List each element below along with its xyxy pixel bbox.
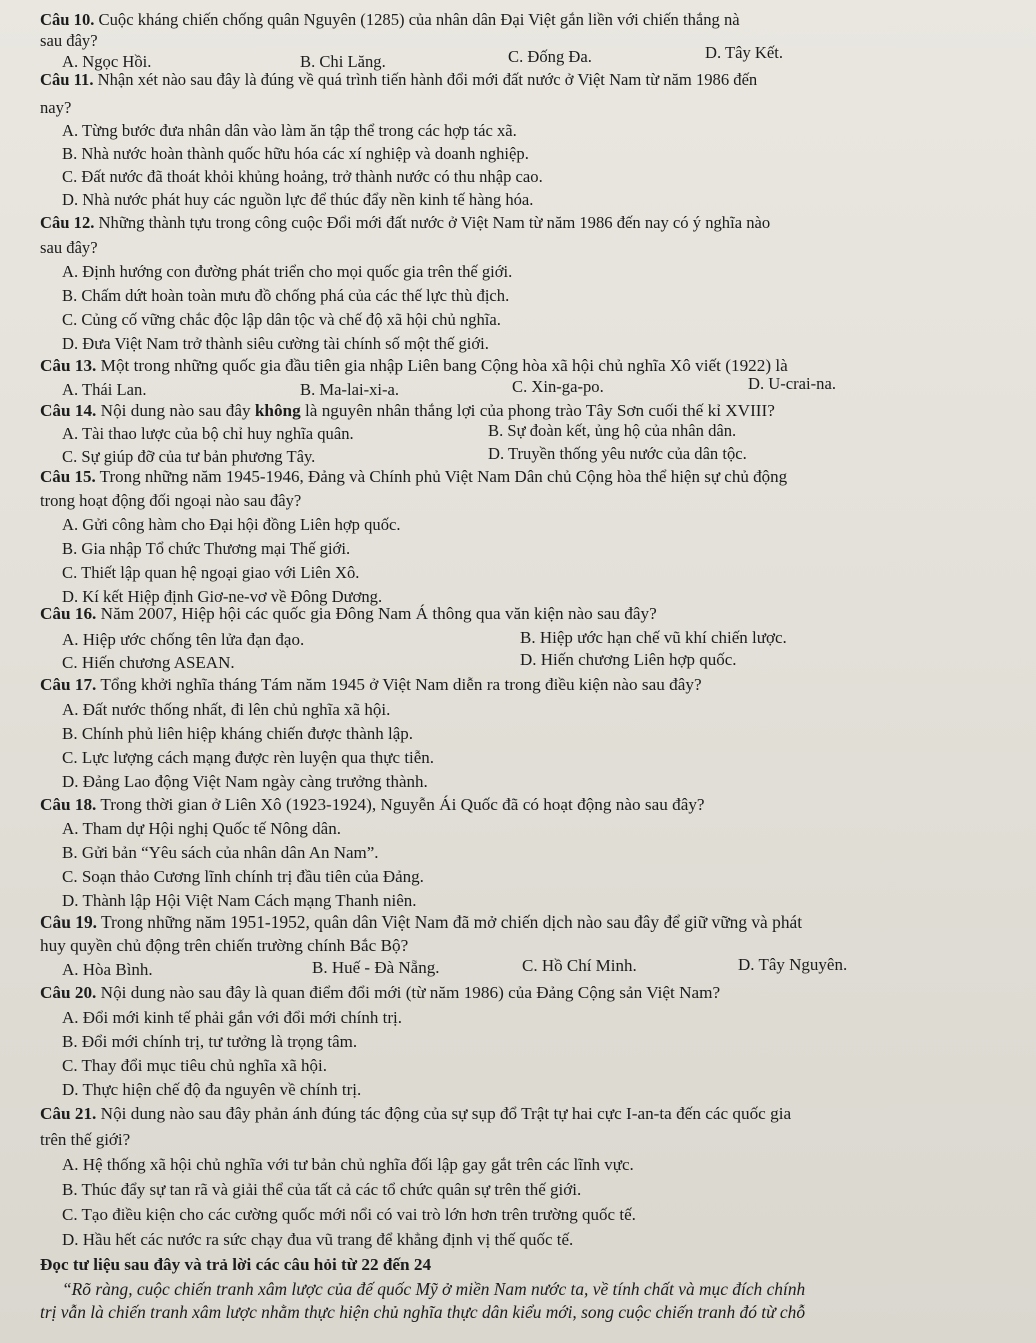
question-continuation: huy quyền chủ động trên chiến trường chính Bắc Bộ? bbox=[40, 936, 409, 955]
question-number: Câu 13. bbox=[40, 356, 97, 375]
option-a: A. Ngọc Hồi. bbox=[62, 52, 152, 71]
option-c: C. Soạn thảo Cương lĩnh chính trị đầu tiên của Đảng. bbox=[62, 867, 424, 886]
question-text: Cuộc kháng chiến chống quân Nguyên (1285) của nhân dân Đại Việt gắn liền với chiến thắng nà bbox=[94, 10, 740, 29]
question-text: Trong những năm 1945-1946, Đảng và Chính phủ Việt Nam Dân chủ Cộng hòa thể hiện sự chủ động bbox=[95, 467, 788, 486]
question-number: Câu 18. bbox=[40, 795, 97, 814]
option-c: C. Hồ Chí Minh. bbox=[522, 956, 637, 975]
question-text-emphasis: không bbox=[254, 401, 301, 420]
question-18 bbox=[40, 795, 705, 815]
option-b: B. Thúc đẩy sự tan rã và giải thể của tất cả các tổ chức quân sự trên thế giới. bbox=[62, 1180, 582, 1199]
option-a: A. Đổi mới kinh tế phải gắn với đổi mới chính trị. bbox=[62, 1008, 403, 1027]
option-b: B. Chi Lăng. bbox=[300, 52, 386, 71]
option-d: D. Hiến chương Liên hợp quốc. bbox=[520, 650, 737, 669]
reading-heading: Đọc tư liệu sau đây và trả lời các câu hỏi từ 22 đến 24 bbox=[40, 1255, 432, 1274]
question-number: Câu 12. bbox=[40, 213, 95, 232]
question-text-post: là nguyên nhân thắng lợi của phong trào Tây Sơn cuối thế kỉ XVIII? bbox=[300, 401, 775, 420]
question-number: Câu 10. bbox=[40, 10, 95, 29]
option-a: A. Hòa Bình. bbox=[62, 960, 153, 979]
question-17 bbox=[40, 675, 702, 695]
question-number: Câu 16. bbox=[40, 604, 97, 623]
question-10 bbox=[40, 10, 740, 30]
option-d: D. Kí kết Hiệp định Giơ-ne-vơ về Đông Dương. bbox=[62, 587, 383, 606]
option-a: A. Hệ thống xã hội chủ nghĩa với tư bản chủ nghĩa đối lập gay gắt trên các lĩnh vực. bbox=[62, 1155, 634, 1174]
question-text: Một trong những quốc gia đầu tiên gia nhập Liên bang Cộng hòa xã hội chủ nghĩa Xô viết (1922) là bbox=[96, 356, 788, 375]
question-continuation: trong hoạt động đối ngoại nào sau đây? bbox=[40, 491, 302, 510]
option-b: B. Chấm dứt hoàn toàn mưu đồ chống phá của các thế lực thù địch. bbox=[62, 286, 510, 305]
option-d: D. Nhà nước phát huy các nguồn lực để thúc đẩy nền kinh tế hàng hóa. bbox=[62, 190, 534, 209]
option-b: B. Nhà nước hoàn thành quốc hữu hóa các xí nghiệp và doanh nghiệp. bbox=[62, 144, 529, 163]
option-d: D. Đưa Việt Nam trở thành siêu cường tài chính số một thế giới. bbox=[62, 334, 489, 353]
question-number: Câu 14. bbox=[40, 401, 97, 420]
question-text: Tổng khởi nghĩa tháng Tám năm 1945 ở Việt Nam diễn ra trong điều kiện nào sau đây? bbox=[96, 675, 702, 694]
question-continuation: nay? bbox=[40, 98, 72, 117]
question-number: Câu 21. bbox=[40, 1104, 97, 1123]
question-text: Năm 2007, Hiệp hội các quốc gia Đông Nam Á thông qua văn kiện nào sau đây? bbox=[96, 604, 657, 623]
option-c: C. Củng cố vững chắc độc lập dân tộc và chế độ xã hội chủ nghĩa. bbox=[62, 310, 501, 329]
option-d: D. U-crai-na. bbox=[748, 374, 836, 393]
option-c: C. Thiết lập quan hệ ngoại giao với Liên Xô. bbox=[62, 563, 360, 582]
option-d: D. Truyền thống yêu nước của dân tộc. bbox=[488, 444, 747, 463]
option-a: A. Tham dự Hội nghị Quốc tế Nông dân. bbox=[62, 819, 341, 838]
option-b: B. Chính phủ liên hiệp kháng chiến được thành lập. bbox=[62, 724, 414, 743]
option-d: D. Tây Nguyên. bbox=[738, 955, 848, 974]
question-number: Câu 17. bbox=[40, 675, 97, 694]
option-b: B. Sự đoàn kết, ủng hộ của nhân dân. bbox=[488, 421, 737, 440]
option-d: D. Tây Kết. bbox=[705, 43, 784, 62]
question-number: Câu 20. bbox=[40, 983, 97, 1002]
question-19 bbox=[40, 912, 802, 932]
option-a: A. Tài thao lược của bộ chỉ huy nghĩa quân. bbox=[62, 424, 354, 443]
option-b: B. Huế - Đà Nẵng. bbox=[312, 958, 440, 977]
option-c: C. Tạo điều kiện cho các cường quốc mới nổi có vai trò lớn hơn trên trường quốc tế. bbox=[62, 1205, 636, 1224]
option-b: B. Gia nhập Tổ chức Thương mại Thế giới. bbox=[62, 539, 351, 558]
option-c: C. Đống Đa. bbox=[508, 47, 592, 66]
question-21 bbox=[40, 1104, 791, 1124]
question-16 bbox=[40, 604, 657, 624]
option-c: C. Sự giúp đỡ của tư bản phương Tây. bbox=[62, 447, 316, 466]
question-number: Câu 11. bbox=[40, 70, 94, 89]
question-continuation: trên thế giới? bbox=[40, 1130, 131, 1149]
question-number: Câu 19. bbox=[40, 912, 98, 932]
reading-passage-line-1: “Rõ ràng, cuộc chiến tranh xâm lược của đế quốc Mỹ ở miền Nam nước ta, về tính chất và mục đích chính bbox=[62, 1279, 806, 1299]
option-c: C. Lực lượng cách mạng được rèn luyện qua thực tiễn. bbox=[62, 748, 435, 767]
question-14 bbox=[40, 401, 775, 421]
option-a: A. Đất nước thống nhất, đi lên chủ nghĩa xã hội. bbox=[62, 700, 391, 719]
option-b: B. Ma-lai-xi-a. bbox=[300, 380, 400, 399]
question-text-pre: Nội dung nào sau đây bbox=[96, 401, 255, 420]
question-12 bbox=[40, 213, 770, 233]
question-text: Nội dung nào sau đây là quan điểm đổi mới (từ năm 1986) của Đảng Cộng sản Việt Nam? bbox=[96, 983, 721, 1002]
option-b: B. Gửi bản “Yêu sách của nhân dân An Nam”. bbox=[62, 843, 379, 862]
question-15 bbox=[40, 467, 787, 487]
question-11 bbox=[40, 70, 757, 90]
reading-passage-line-2: trị vẫn là chiến tranh xâm lược nhằm thực hiện chủ nghĩa thực dân kiểu mới, song cuộc chiến tranh đó từ chỗ bbox=[40, 1302, 806, 1322]
option-c: C. Đất nước đã thoát khỏi khủng hoảng, trở thành nước có thu nhập cao. bbox=[62, 167, 543, 186]
question-20 bbox=[40, 983, 720, 1003]
option-d: D. Thành lập Hội Việt Nam Cách mạng Thanh niên. bbox=[62, 891, 417, 910]
question-text: Trong thời gian ở Liên Xô (1923-1924), Nguyễn Ái Quốc đã có hoạt động nào sau đây? bbox=[96, 795, 705, 814]
option-c: C. Hiến chương ASEAN. bbox=[62, 653, 235, 672]
question-text: Nội dung nào sau đây phản ánh đúng tác động của sự sụp đổ Trật tự hai cực I-an-ta đến các quốc gia bbox=[96, 1104, 792, 1123]
option-b: B. Đổi mới chính trị, tư tưởng là trọng tâm. bbox=[62, 1032, 358, 1051]
option-a: A. Gửi công hàm cho Đại hội đồng Liên hợp quốc. bbox=[62, 515, 401, 534]
option-d: D. Đảng Lao động Việt Nam ngày càng trưởng thành. bbox=[62, 772, 428, 791]
option-c: C. Xin-ga-po. bbox=[512, 377, 604, 396]
option-a: A. Định hướng con đường phát triển cho mọi quốc gia trên thế giới. bbox=[62, 262, 513, 281]
question-continuation: sau đây? bbox=[40, 238, 98, 257]
question-text: Trong những năm 1951-1952, quân dân Việt Nam đã mở chiến dịch nào sau đây để giữ vững và phát bbox=[97, 912, 803, 932]
option-c: C. Thay đổi mục tiêu chủ nghĩa xã hội. bbox=[62, 1056, 328, 1075]
question-text: Nhận xét nào sau đây là đúng về quá trình tiến hành đổi mới đất nước ở Việt Nam từ năm 1986 đến bbox=[93, 70, 758, 89]
question-13 bbox=[40, 356, 788, 376]
option-b: B. Hiệp ước hạn chế vũ khí chiến lược. bbox=[520, 628, 787, 647]
option-a: A. Thái Lan. bbox=[62, 380, 147, 399]
option-d: D. Hầu hết các nước ra sức chạy đua vũ trang để khẳng định vị thế quốc tế. bbox=[62, 1230, 574, 1249]
option-a: A. Từng bước đưa nhân dân vào làm ăn tập thể trong các hợp tác xã. bbox=[62, 121, 517, 140]
option-d: D. Thực hiện chế độ đa nguyên về chính trị. bbox=[62, 1080, 362, 1099]
question-text: Những thành tựu trong công cuộc Đổi mới đất nước ở Việt Nam từ năm 1986 đến nay có ý nghĩa nào bbox=[94, 213, 771, 232]
question-number: Câu 15. bbox=[40, 467, 96, 486]
question-continuation: sau đây? bbox=[40, 31, 98, 50]
option-a: A. Hiệp ước chống tên lửa đạn đạo. bbox=[62, 630, 305, 649]
